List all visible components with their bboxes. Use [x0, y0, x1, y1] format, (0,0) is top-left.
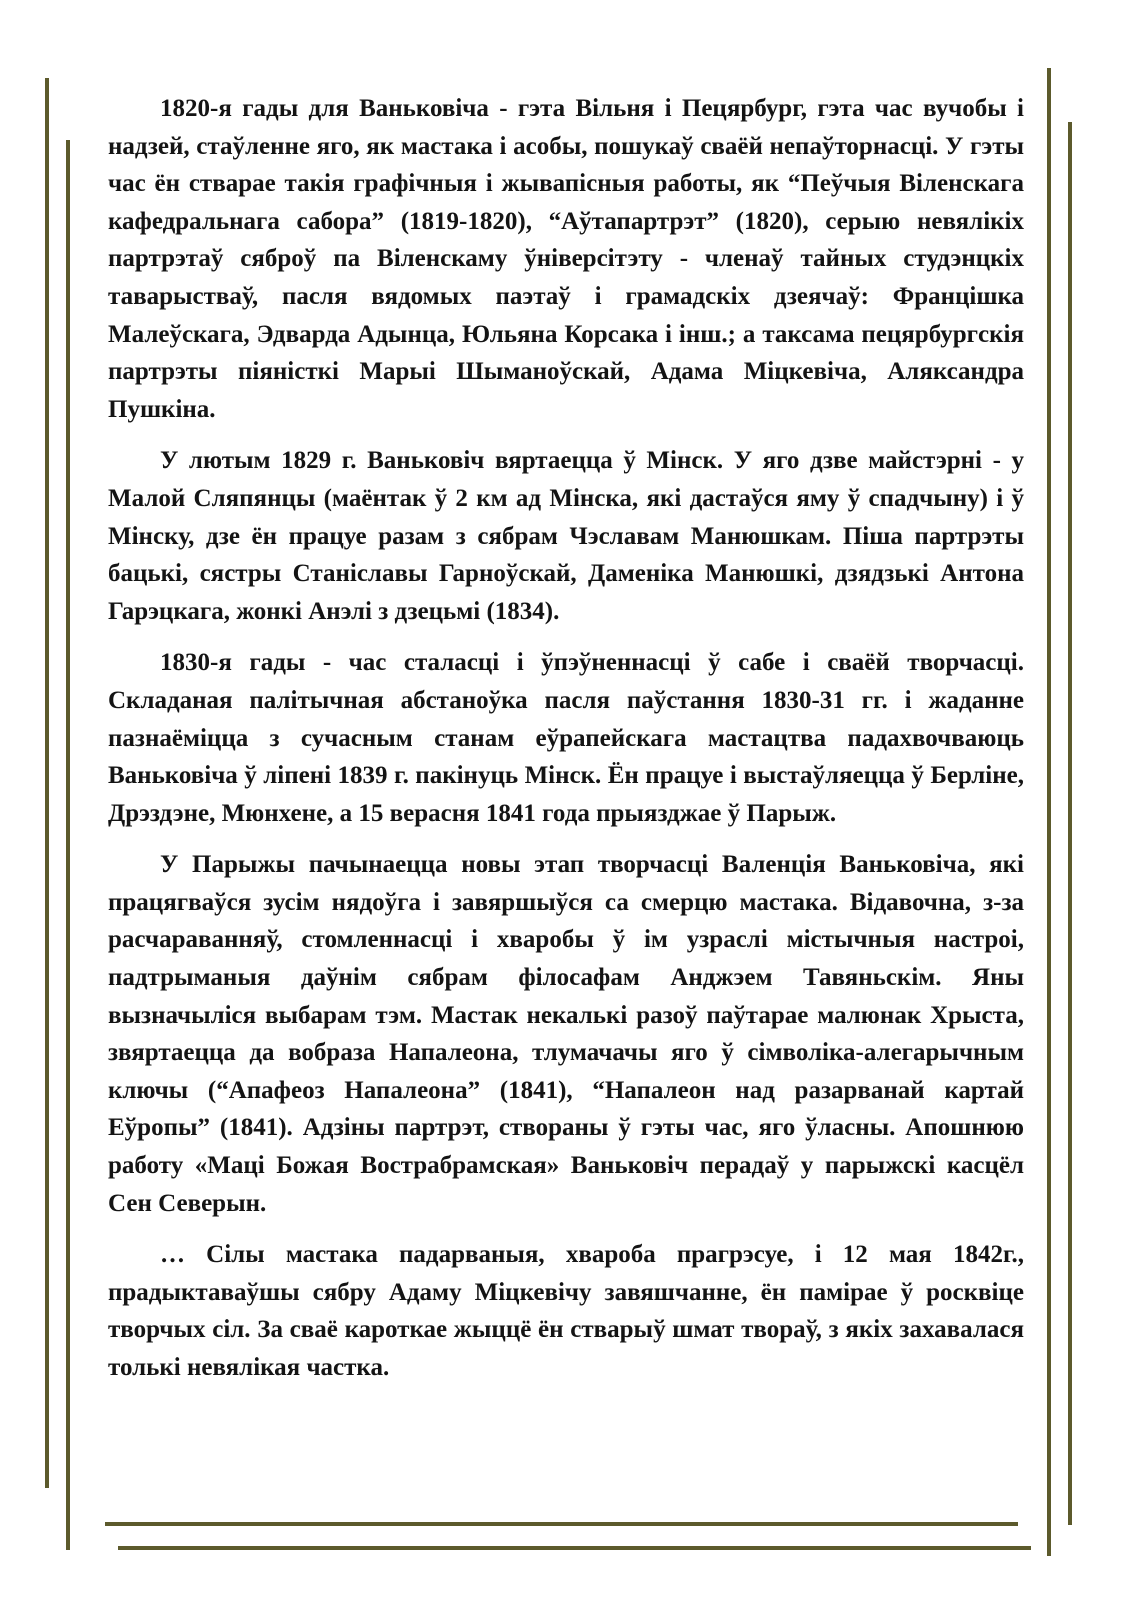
paragraph-1830s: 1830-я гады - час сталасці і ўпэўненнасці ў сабе і сваёй творчасці. Складаная палітычная абстаноўка пасля паўстання 1830-31 гг. і жаданне пазнаёміцца з сучасным станам еўрапейскага мастацтва падахвочваюць Ваньковіча ў ліпені 1839 г. пакінуць Мінск. Ён працуе і выстаўляецца ў Берліне, Дрэздэне, Мюнхене, а 15 верасня 1841 года прыязджае ў Парыж.: [108, 649, 1024, 827]
right-border-line-outer: [1047, 68, 1051, 1556]
paragraph-1829-minsk: У лютым 1829 г. Ваньковіч вяртаецца ў Мінск. У яго дзве майстэрні - у Малой Сляпянцы (маёнтак ў 2 км ад Мінска, які дастаўся яму ў спадчыну) і ў Мінску, дзе ён працуе разам з сябрам Чэславам Манюшкам. Піша партрэты бацькі, сястры Станіславы Гарноўскай, Даменіка Манюшкі, дзядзькі Антона Гарэцкага, жонкі Анэлі з дзецьмі (1834).: [108, 447, 1024, 625]
paragraph-paris: У Парыжы пачынаецца новы этап творчасці Валенція Ваньковіча, які працягваўся зусім нядоўга і завяршыўся са смерцю мастака. Відавочна, з-за расчараванняў, стомленнасці і хваробы ў ім узраслі містычныя настроі, падтрыманыя даўнім сябрам філосафам Анджэем Тавяньскім. Яны вызначыліся выбарам тэм. Мастак некалькі разоў паўтарае малюнак Хрыста, звяртаецца да вобраза Напалеона, тлумачачы яго ў сімволіка-алегарычным ключы (“Апафеоз Напалеона” (1841), “Напалеон над разарванай картай Еўропы” (1841). Адзіны партрэт, створаны ў гэты час, яго ўласны. Апошнюю работу «Маці Божая Вострабрамская» Ваньковіч перадаў у парыжскі касцёл Сен Северын.: [108, 851, 1024, 1217]
bottom-border-line-lower: [118, 1546, 1031, 1550]
bottom-border-line-upper: [105, 1522, 1018, 1526]
right-border-line-inner: [1068, 122, 1072, 1525]
paragraph-final: … Сілы мастака падарваныя, хвароба прагрэсуе, і 12 мая 1842г., прадыктаваўшы сябру Адаму Міцкевічу завяшчанне, ён паміраe ў росквіце творчых сіл. За сваё кароткае жыццё ён стварыў шмат твораў, з якіх захавалася толькі невялікая частка.: [108, 1241, 1024, 1381]
paragraph-1820s-vilnia: 1820-я гады для Ваньковіча - гэта Вільня і Пецярбург, гэта час вучобы і надзей, стаўленне яго, як мастака і асобы, пошукаў сваёй непаўторнасці. У гэты час ён стварае такія графічныя і жывапісныя работы, як “Пеўчыя Віленскага кафедральнага сабора” (1819-1820), “Аўтапартрэт” (1820), серыю невялікіх партрэтаў сяброў па Віленскаму ўніверсітэту - членаў тайных студэнцкіх таварыстваў, пасля вядомых паэтаў і грамадскіх дзеячаў: Францішка Малеўскага, Эдварда Адынца, Юльяна Корсака і інш.; а таксама пецярбургскія партрэты піяністкі Марыі Шыманоўскай, Адама Міцкевіча, Аляксандра Пушкіна.: [108, 95, 1024, 423]
left-border-line-outer: [45, 78, 49, 1488]
article-body: [108, 90, 1024, 1401]
left-border-line-inner: [66, 140, 70, 1550]
